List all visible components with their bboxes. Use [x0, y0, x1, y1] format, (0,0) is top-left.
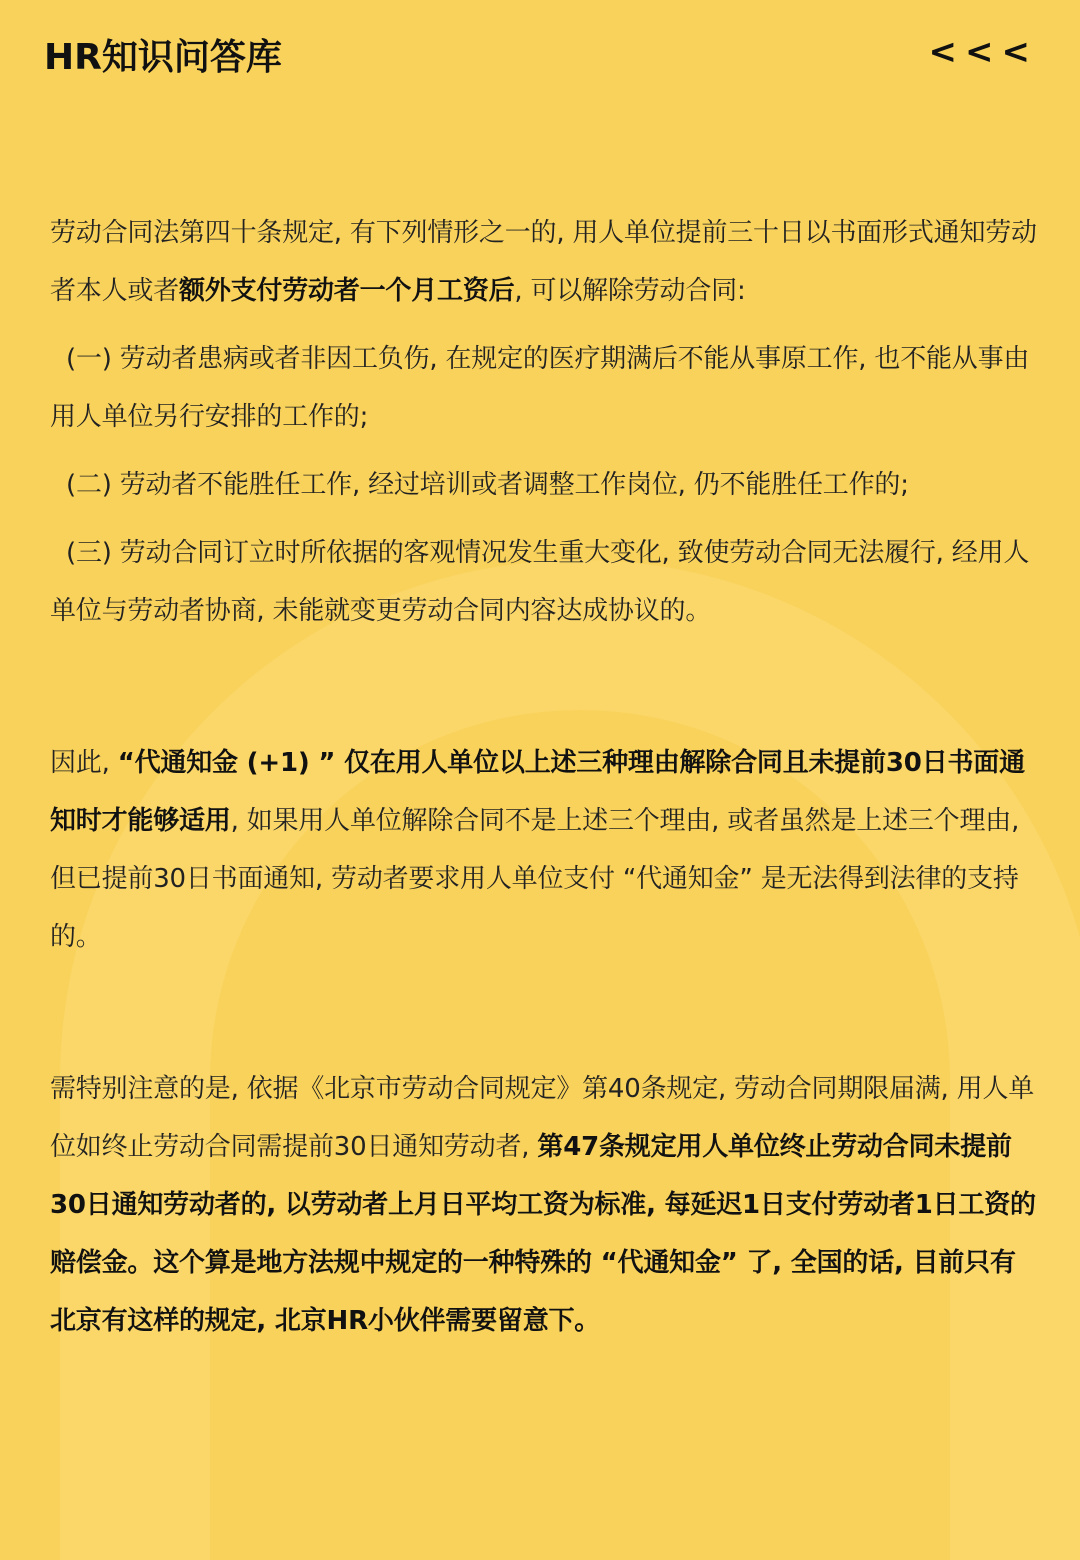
text-run: , 可以解除劳动合同:: [514, 276, 746, 306]
list-item-2: (二) 劳动者不能胜任工作, 经过培训或者调整工作岗位, 仍不能胜任工作的;: [66, 470, 909, 500]
bold-text-run: 第47条规定用人单位终止劳动合同未提前30日通知劳动者的, 以劳动者上月日平均工资为标准, 每延迟1日支付劳动者1日工资的赔偿金。这个算是地方法规中规定的一种特殊的 “代通知金” 了, 全国的话, 目前只有北京有这样的规定, 北京HR小伙伴需要留意下。: [50, 1132, 1036, 1336]
text-run: 需特别注意的是, 依据《北京市劳动合同规定》第40条规定, 劳动合同期限届满, 用人单位如终止劳动合同需提前30日通知劳动者,: [50, 1074, 1035, 1162]
paragraph-law-article-40: [50, 204, 1040, 320]
paragraph-notice-pay-conclusion: [50, 734, 1040, 966]
article-body: [50, 204, 1040, 1350]
list-item-3: (三) 劳动合同订立时所依据的客观情况发生重大变化, 致使劳动合同无法履行, 经用人单位与劳动者协商, 未能就变更劳动合同内容达成协议的。: [50, 538, 1030, 626]
list-item-1: (一) 劳动者患病或者非因工负伤, 在规定的医疗期满后不能从事原工作, 也不能从事由用人单位另行安排的工作的;: [50, 344, 1030, 432]
header: [44, 30, 1038, 90]
paragraph-beijing-regulation: [50, 1060, 1040, 1350]
page-title: HR知识问答库: [44, 37, 282, 78]
bold-text-run: “代通知金 (+1) ” 仅在用人单位以上述三种理由解除合同且未提前30日书面通知时才能够适用: [50, 748, 1025, 836]
text-run: 因此,: [50, 748, 118, 778]
back-arrows-icon[interactable]: <<<: [928, 32, 1038, 72]
bold-text-run: 额外支付劳动者一个月工资后: [179, 276, 515, 306]
text-run: 劳动合同法第四十条规定, 有下列情形之一的, 用人单位提前三十日以书面形式通知劳动者本人或者: [50, 218, 1037, 306]
text-run: , 如果用人单位解除合同不是上述三个理由, 或者虽然是上述三个理由, 但已提前30日书面通知, 劳动者要求用人单位支付 “代通知金” 是无法得到法律的支持的。: [50, 806, 1020, 952]
